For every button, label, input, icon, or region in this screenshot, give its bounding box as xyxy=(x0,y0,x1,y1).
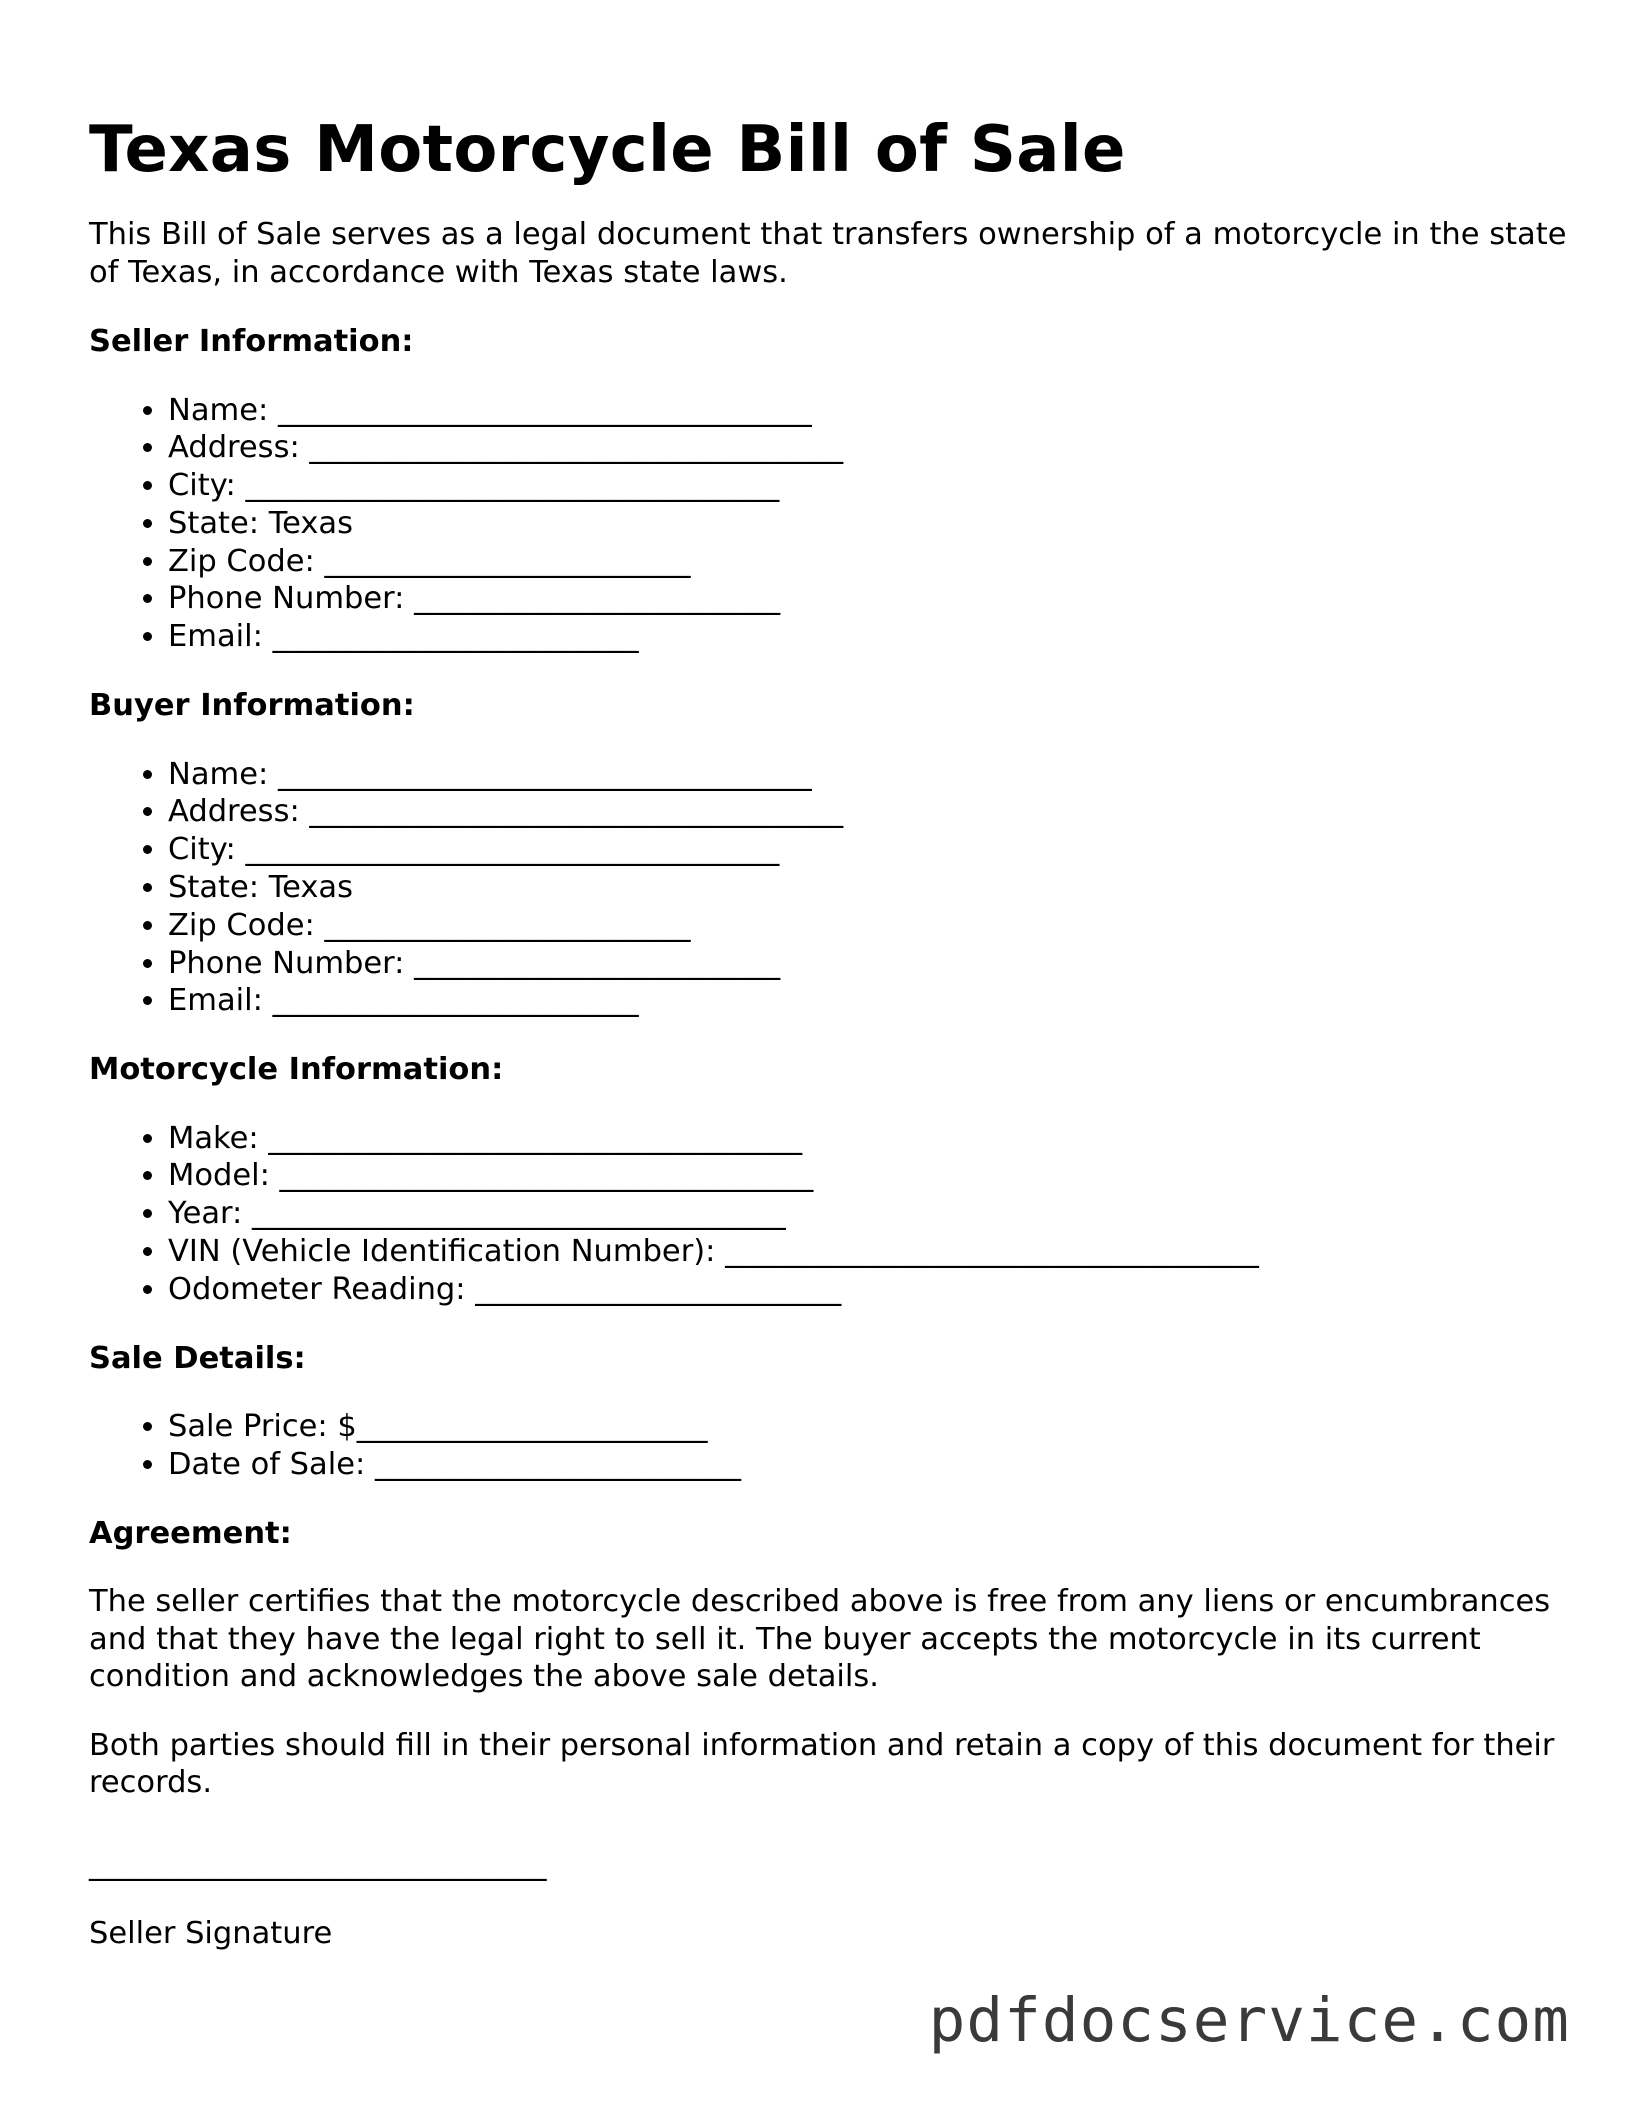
buyer-city-field[interactable]: • City: ___________________________________ xyxy=(168,831,1569,869)
buyer-address-field[interactable]: • Address: ___________________________________ xyxy=(168,793,1569,831)
seller-address-field[interactable]: • Address: ___________________________________ xyxy=(168,429,1569,467)
agreement-heading: Agreement: xyxy=(89,1515,292,1551)
buyer-heading: Buyer Information: xyxy=(89,688,415,724)
seller-list xyxy=(89,392,1569,657)
motorcycle-year-field[interactable]: • Year: ___________________________________ xyxy=(168,1195,1569,1233)
buyer-list xyxy=(89,756,1569,1021)
sale-list xyxy=(89,1408,1569,1484)
motorcycle-heading: Motorcycle Information: xyxy=(89,1052,504,1088)
motorcycle-odometer-field[interactable]: • Odometer Reading: ________________________ xyxy=(168,1271,1569,1309)
motorcycle-make-field[interactable]: • Make: ___________________________________ xyxy=(168,1120,1569,1158)
sale-heading: Sale Details: xyxy=(89,1340,306,1376)
agreement-paragraph: The seller certifies that the motorcycle described above is free from any liens or encumbrances and that they have the legal right to sell it. The buyer accepts the motorcycle in its current condition and acknowledges the above sale details. xyxy=(89,1584,1551,1695)
buyer-phone-field[interactable]: • Phone Number: ________________________ xyxy=(168,945,1569,983)
buyer-name-field[interactable]: • Name: ___________________________________ xyxy=(168,756,1569,794)
seller-signature-label: Seller Signature xyxy=(89,1916,333,1952)
document-page xyxy=(89,110,1569,1953)
seller-name-field[interactable]: • Name: ___________________________________ xyxy=(168,392,1569,430)
intro-paragraph: This Bill of Sale serves as a legal document that transfers ownership of a motorcycle in the state of Texas, in accordance with Texas state laws. xyxy=(89,217,1567,290)
motorcycle-model-field[interactable]: • Model: ___________________________________ xyxy=(168,1157,1569,1195)
buyer-zip-field[interactable]: • Zip Code: ________________________ xyxy=(168,907,1569,945)
sale-price-field[interactable]: • Sale Price: $_______________________ xyxy=(168,1408,1569,1446)
buyer-email-field[interactable]: • Email: ________________________ xyxy=(168,982,1569,1020)
sale-date-field[interactable]: • Date of Sale: ________________________ xyxy=(168,1446,1569,1484)
motorcycle-list xyxy=(89,1120,1569,1309)
document-title: Texas Motorcycle Bill of Sale xyxy=(89,113,1126,187)
seller-heading: Seller Information: xyxy=(89,324,414,359)
buyer-state-field: • State: Texas xyxy=(168,869,1569,907)
seller-zip-field[interactable]: • Zip Code: ________________________ xyxy=(168,543,1569,581)
seller-state-field: • State: Texas xyxy=(168,505,1569,543)
seller-signature-line[interactable]: ______________________________ xyxy=(89,1846,547,1882)
watermark-text: pdfdocservice.com xyxy=(928,1985,1570,2056)
seller-city-field[interactable]: • City: ___________________________________ xyxy=(168,467,1569,505)
records-paragraph: Both parties should fill in their personal information and retain a copy of this document for their records. xyxy=(89,1727,1555,1801)
seller-phone-field[interactable]: • Phone Number: ________________________ xyxy=(168,580,1569,618)
seller-email-field[interactable]: • Email: ________________________ xyxy=(168,618,1569,656)
motorcycle-vin-field[interactable]: • VIN (Vehicle Identification Number): ___________________________________ xyxy=(168,1233,1569,1271)
